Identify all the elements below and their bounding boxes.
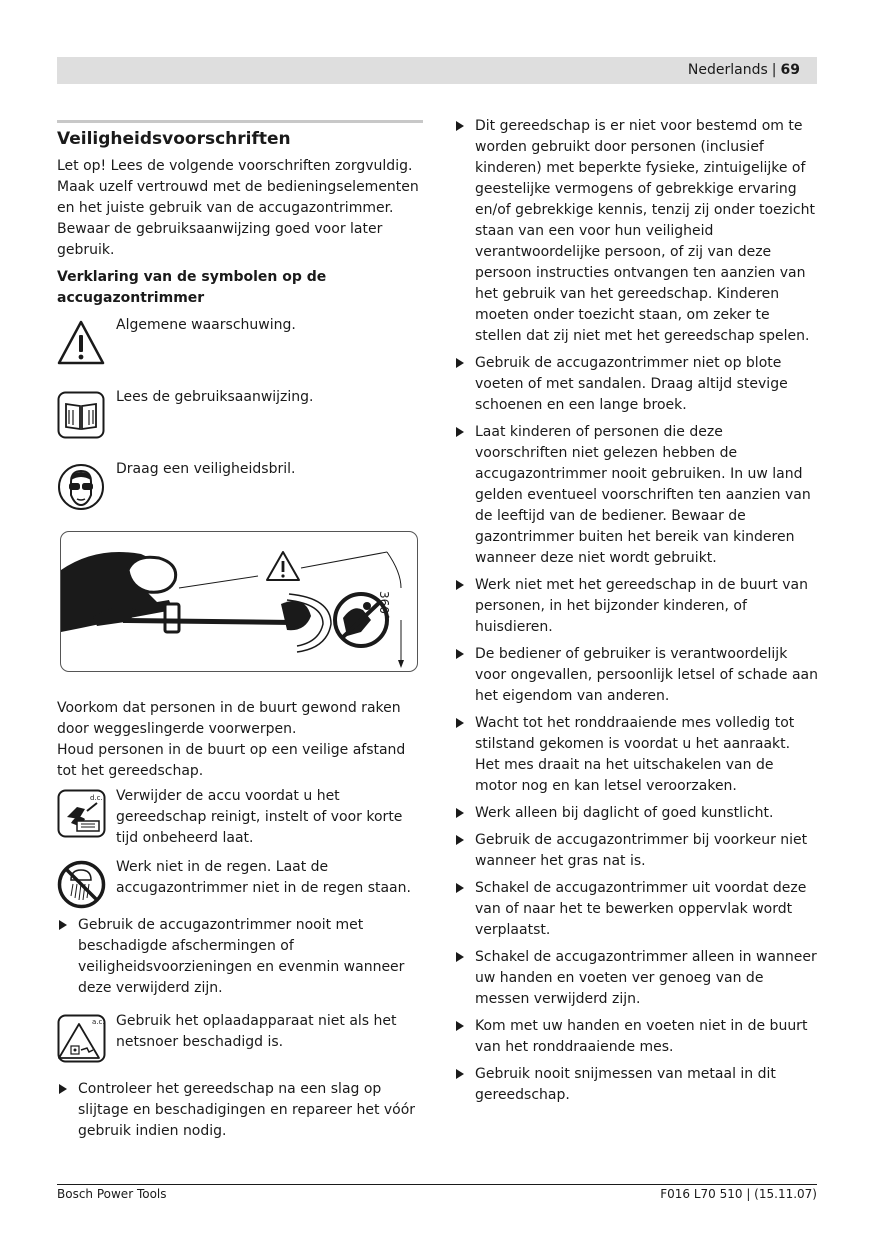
trimmer-illustration xyxy=(61,532,417,671)
symbol-text-manual: Lees de gebruiksaanwijzing. xyxy=(116,389,314,405)
symbol-row-manual xyxy=(57,387,423,453)
header-separator: | xyxy=(771,62,777,78)
bullet-inspect: Controleer het gereedschap na een slag op slijtage en beschadigingen en repareer het vóór gebruik indien nodig. xyxy=(57,1079,423,1142)
symbol-row-glasses xyxy=(57,459,423,525)
bullet-item: Werk alleen bij daglicht of goed kunstlicht. xyxy=(454,803,818,824)
arrow-360 xyxy=(398,660,404,668)
trimmer-handle xyxy=(165,604,179,632)
footer-rule xyxy=(57,1184,817,1185)
symbol-text-warning: Algemene waarschuwing. xyxy=(116,317,296,333)
distance-line-right xyxy=(301,552,387,568)
trimmer-head xyxy=(281,601,311,630)
symbol-text-charger: Gebruik het oplaadapparaat niet als het netsnoer beschadigd is. xyxy=(116,1013,397,1050)
section-rule xyxy=(57,120,423,123)
header-language: Nederlands xyxy=(687,62,768,78)
manual-book-icon xyxy=(57,391,105,439)
bullet-item: Schakel de accugazontrimmer alleen in wanneer uw handen en voeten ver genoeg van de messen verwijderd zijn. xyxy=(454,947,818,1010)
footer-doc-ref: F016 L70 510 | (15.11.07) xyxy=(660,1187,817,1201)
bullet-item: Schakel de accugazontrimmer uit voordat deze van of naar het te bewerken oppervlak wordt verplaatst. xyxy=(454,878,818,941)
symbol-text-rain: Werk niet in de regen. Laat de accugazontrimmer niet in de regen staan. xyxy=(116,859,411,896)
no-rain-icon xyxy=(57,860,106,909)
bullet-item: Kom met uw handen en voeten niet in de buurt van het ronddraaiende mes. xyxy=(454,1016,818,1058)
bystander-text-2: Houd personen in de buurt op een veilige afstand tot het gereedschap. xyxy=(57,742,406,779)
damaged-cord-warning-icon xyxy=(57,1014,106,1063)
symbol-row-charger xyxy=(57,1011,423,1053)
symbol-text-battery: Verwijder de accu voordat u het gereedschap reinigt, instelt of voor korte tijd onbeheerd laat. xyxy=(116,788,403,846)
header-text xyxy=(688,62,800,78)
bystander-text-1: Voorkom dat personen in de buurt gewond raken door weggeslingerde voorwerpen. xyxy=(57,700,401,737)
ac-badge: a.c. xyxy=(92,1018,105,1026)
bullet-item: Werk niet met het gereedschap in de buurt van personen, in het bijzonder kinderen, of huisdieren. xyxy=(454,575,818,638)
visor-shape xyxy=(128,557,176,592)
symbols-heading: Verklaring van de symbolen op de accugazontrimmer xyxy=(57,269,327,306)
bullet-item: Dit gereedschap is er niet voor bestemd om te worden gebruikt door personen (inclusief kinderen) met beperkte fysieke, zintuigelijke of geestelijke vermogens of gebrekkige ervaring en/of gebrekkige kennis, tenzij zij onder toezicht staan van een voor hun veiligheid verantwoordelijke persoon, of zij van deze persoon instructies ontvangen ten aanzien van het gebruik van het gereedschap. Kinderen moeten onder toezicht staan, om zeker te stellen dat zij niet met het gereedschap spelen. xyxy=(454,116,818,347)
left-bullets-1 xyxy=(57,915,423,999)
page-number: 69 xyxy=(780,62,800,78)
bullet-item: Gebruik de accugazontrimmer bij voorkeur niet wanneer het gras nat is. xyxy=(454,830,818,872)
symbol-row-battery xyxy=(57,786,423,849)
bullet-item: De bediener of gebruiker is verantwoordelijk voor ongevallen, persoonlijk letsel of schade aan het eigendom van anderen. xyxy=(454,644,818,707)
bullet-item: Wacht tot het ronddraaiende mes volledig tot stilstand gekomen is voordat u het aanraakt. Het mes draait na het uitschakelen van de motor nog en kan letsel veroorzaken. xyxy=(454,713,818,797)
left-column xyxy=(57,120,423,1148)
symbol-text-glasses: Draag een veiligheidsbril. xyxy=(116,461,296,477)
arc-360-top xyxy=(387,552,401,588)
section-title: Veiligheidsvoorschriften xyxy=(57,129,291,149)
intro-paragraph: Let op! Lees de volgende voorschriften zorgvuldig. Maak uzelf vertrouwd met de bedieningselementen en het juiste gebruik van de accugazontrimmer. Bewaar de gebruiksaanwijzing goed voor later gebruik. xyxy=(57,158,419,258)
symbol-row-warning xyxy=(57,315,423,381)
symbol-row-rain xyxy=(57,857,423,899)
bullet-item: Gebruik nooit snijmessen van metaal in dit gereedschap. xyxy=(454,1064,818,1106)
right-column xyxy=(454,116,818,1112)
safety-glasses-icon xyxy=(57,463,105,511)
right-bullet-list xyxy=(454,116,818,1106)
bullet-item: Laat kinderen of personen die deze voorschriften niet gelezen hebben de accugazontrimmer nooit gebruiken. In uw land gelden eventueel voorschriften ten aanzien van de leeftijd van de bediener. Bewaar de gazontrimmer buiten het bereik van kinderen wanneer deze niet wordt gebruikt. xyxy=(454,422,818,569)
trimmer-shaft xyxy=(123,618,293,625)
left-bullets-2 xyxy=(57,1079,423,1142)
bullet-guards: Gebruik de accugazontrimmer nooit met beschadigde afschermingen of veiligheidsvoorzieningen en evenmin wanneer deze verwijderd zijn. xyxy=(57,915,423,999)
trimmer-safety-figure xyxy=(60,531,418,672)
distance-line-left xyxy=(179,576,258,588)
warning-triangle-icon xyxy=(57,319,105,367)
dc-badge: d.c. xyxy=(90,794,103,802)
rotation-360-label: 360° xyxy=(377,591,391,620)
footer-brand: Bosch Power Tools xyxy=(57,1187,167,1201)
page-header xyxy=(57,57,817,84)
bullet-item: Gebruik de accugazontrimmer niet op blote voeten of met sandalen. Draag altijd stevige schoenen en een lange broek. xyxy=(454,353,818,416)
remove-battery-icon xyxy=(57,789,106,838)
